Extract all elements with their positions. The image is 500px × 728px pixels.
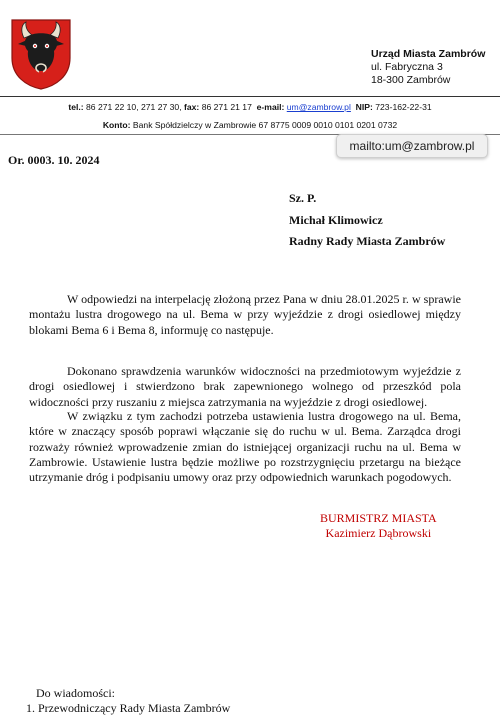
paragraph-text: Dokonano sprawdzenia warunków widoczności na przedmiotowym wyjeździe z drogi osiedlowej i stwierdzono brak zapewnionego wolnego od przeszkód pola widoczności przy ruszaniu z miejsca zatrzymania na wyjeździe z drogi osiedlowej. [29, 364, 461, 409]
tel-label: tel.: [68, 102, 84, 112]
contact-info [0, 98, 500, 134]
header-divider-top [0, 96, 500, 97]
fax-label: fax: [184, 102, 200, 112]
paragraph-text: W związku z tym zachodzi potrzeba ustawienia lustra drogowego na ul. Bema, które w znaczący sposób poprawi włączanie się do ruchu w ul. Bema. Zarządca drogi rozważy również wprowadzenie zmian do istniejącej organizacji ruchu na ul. Bema w Zambrowie. Ustawienie lustra będzie możliwe po rozstrzygnięciu przetargu na bieżące utrzymanie dróg i podpisaniu umowy oraz przy odpowiednich warunkach pogodowych. [29, 409, 461, 485]
signature-block [320, 511, 437, 541]
account-value: Bank Spółdzielczy w Zambrowie 67 8775 0009 0010 0101 0201 0732 [132, 120, 398, 130]
addressee-name: Michał Klimowicz [289, 212, 383, 227]
letter-paragraph-3 [29, 409, 461, 485]
contact-line-account [0, 116, 500, 134]
bison-crest-icon [10, 18, 72, 90]
signature-title: BURMISTRZ MIASTA [320, 511, 437, 525]
paragraph-text: W odpowiedzi na interpelację złożoną przez Pana w dniu 28.01.2025 r. w sprawie montażu lustra drogowego na ul. Bema w przy wyjeździe z drogi osiedlowej między blokami Bema 6 i Bema 8, informuję co następuje. [29, 292, 461, 337]
addressee-title: Radny Rady Miasta Zambrów [289, 234, 446, 248]
account-label: Konto: [102, 120, 131, 130]
coat-of-arms-logo [10, 18, 72, 90]
addressee-block [289, 188, 445, 253]
office-street: ul. Fabryczna 3 [371, 61, 443, 73]
email-link[interactable]: um@zambrow.pl [286, 102, 351, 112]
cc-item-1: 1. Przewodniczący Rady Miasta Zambrów [26, 701, 231, 715]
cc-label: Do wiadomości: [36, 686, 115, 700]
reference-number: Or. 0003. 10. 2024 [8, 153, 100, 167]
office-postal-city: 18-300 Zambrów [371, 74, 451, 86]
office-name: Urząd Miasta Zambrów [371, 48, 486, 60]
office-address [371, 48, 485, 87]
email-label: e-mail: [256, 102, 285, 112]
link-tooltip: mailto:um@zambrow.pl [336, 134, 488, 158]
tel-value: 86 271 22 10, 271 27 30, [86, 102, 182, 112]
fax-value: 86 271 21 17 [201, 102, 252, 112]
letter-paragraph-1 [29, 292, 461, 338]
contact-line-phones [0, 98, 500, 116]
signature-name: Kazimierz Dąbrowski [325, 526, 432, 540]
cc-block [26, 686, 231, 716]
letter-paragraph-2 [29, 364, 461, 410]
nip-value: 723-162-22-31 [375, 102, 432, 112]
nip-label: NIP: [355, 102, 373, 112]
addressee-salutation: Sz. P. [289, 191, 317, 205]
